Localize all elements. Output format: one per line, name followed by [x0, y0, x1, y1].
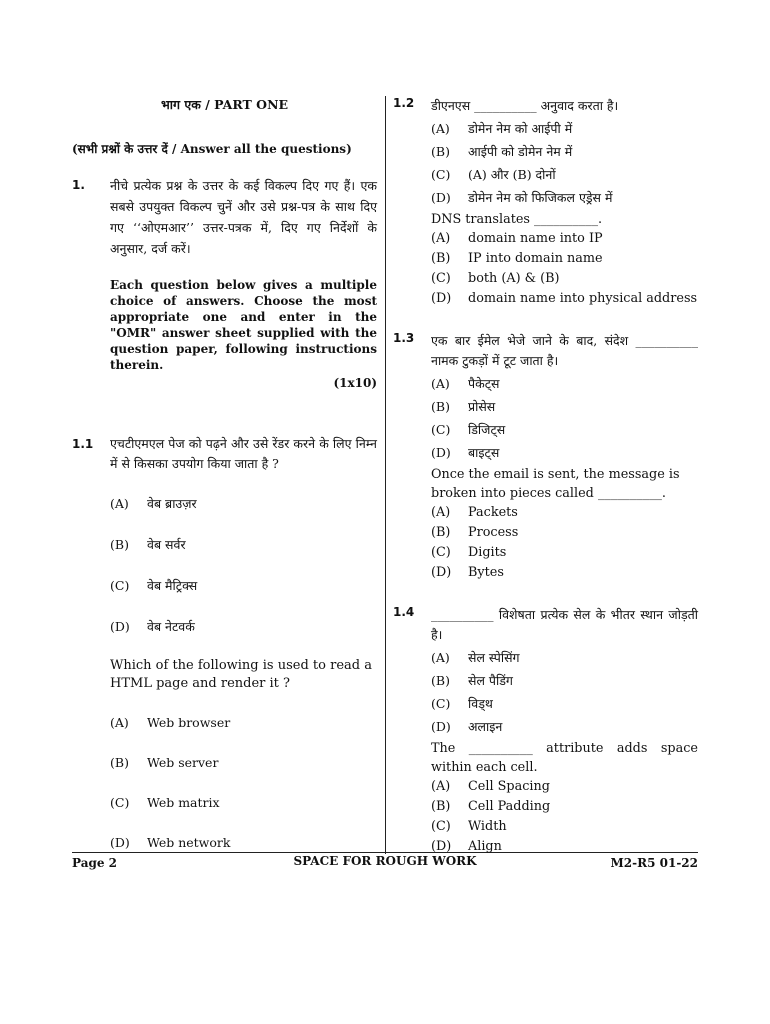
left-column [72, 96, 377, 853]
option-b-english: (B) Process [431, 525, 519, 540]
option-b-english: (B) Web server [110, 755, 219, 770]
paper-code: M2-R5 01-22 [610, 856, 698, 870]
option-a-english: (A) Packets [431, 505, 518, 520]
option-d-hindi: (D) बाइट्स [431, 445, 500, 460]
option-d-hindi: (D) अलाइन [431, 719, 503, 734]
question-1 [72, 175, 377, 394]
option-c-hindi: (C) (A) और (B) दोनों [431, 167, 556, 182]
question-1-4 [393, 605, 698, 857]
option-a-hindi: (A) डोमेन नेम को आईपी में [431, 121, 573, 136]
option-a-hindi: (A) वेब ब्राउज़र [110, 496, 197, 511]
marks-label: (1x10) [333, 376, 377, 390]
instruction-heading: (सभी प्रश्नों के उत्तर दें / Answer all the questions) [72, 142, 352, 156]
question-1-english: Each question below gives a multiple choice of answers. Choose the most appropriate one and enter in the "OMR" answer sheet supplied with the question paper, following instructions therein. [110, 278, 377, 372]
option-c-english: (C) Web matrix [110, 795, 220, 810]
question-1-hindi: नीचे प्रत्येक प्रश्न के उत्तर के कई विकल्प दिए गए हैं। एक सबसे उपयुक्त विकल्प चुनें और उसे प्रश्न-पत्र के साथ दिए गए ‘‘ओएमआर’’ उत्तर-पत्रक में, दिए गए निर्देशों के अनुसार, दर्ज करें। [110, 178, 377, 256]
question-number: 1.2 [393, 96, 415, 110]
page-number: Page 2 [72, 856, 118, 870]
option-c-hindi: (C) डिजिट्स [431, 422, 506, 437]
question-1-2-hindi: डीएनएस __________ अनुवाद करता है। [431, 98, 619, 113]
question-1-3-hindi: एक बार ईमेल भेजे जाने के बाद, संदेश __________ नामक टुकड़ों में टूट जाता है। [431, 333, 698, 368]
option-c-english: (C) Digits [431, 545, 507, 560]
question-1-4-hindi: __________ विशेषता प्रत्येक सेल के भीतर स्थान जोड़ती है। [431, 607, 698, 642]
option-c-english: (C) Width [431, 819, 507, 834]
option-b-hindi: (B) सेल पैडिंग [431, 673, 513, 688]
option-c-hindi: (C) विड्थ [431, 696, 493, 711]
question-1-3-english: Once the email is sent, the message is broken into pieces called __________. [431, 467, 680, 501]
question-number: 1.4 [393, 605, 415, 619]
option-d-english: (D) Bytes [431, 565, 504, 580]
option-d-hindi: (D) डोमेन नेम को फिजिकल एड्रेस में [431, 190, 613, 205]
option-a-hindi: (A) पैकेट्स [431, 376, 500, 391]
question-1-1-english: Which of the following is used to read a HTML page and render it ? [110, 658, 372, 691]
question-number: 1.1 [72, 437, 94, 451]
option-c-hindi: (C) वेब मैट्रिक्स [110, 578, 198, 593]
question-number: 1. [72, 178, 85, 192]
option-a-hindi: (A) सेल स्पेसिंग [431, 650, 520, 665]
question-number: 1.3 [393, 331, 415, 345]
question-1-3 [393, 331, 698, 583]
option-a-english: (A) domain name into IP [431, 231, 603, 246]
question-1-1-hindi: एचटीएमएल पेज को पढ़ने और उसे रेंडर करने के लिए निम्न में से किसका उपयोग किया जाता है ? [110, 436, 377, 471]
option-b-hindi: (B) वेब सर्वर [110, 537, 186, 552]
option-b-english: (B) IP into domain name [431, 251, 603, 266]
question-1-4-english: The __________ attribute adds space within each cell. [431, 741, 698, 775]
option-d-english: (D) Web network [110, 835, 231, 850]
question-1-2 [393, 96, 698, 309]
option-b-english: (B) Cell Padding [431, 799, 551, 814]
question-1-1 [72, 434, 377, 853]
option-b-hindi: (B) प्रोसेस [431, 399, 496, 414]
page-footer [72, 856, 698, 876]
option-a-english: (A) Web browser [110, 715, 231, 730]
part-title: भाग एक / PART ONE [160, 97, 289, 112]
column-divider [385, 96, 386, 854]
option-d-english: (D) domain name into physical address [431, 291, 698, 306]
right-column [393, 96, 698, 857]
option-c-english: (C) both (A) & (B) [431, 271, 560, 286]
option-d-english: (D) Align [431, 839, 502, 854]
option-d-hindi: (D) वेब नेटवर्क [110, 619, 195, 634]
option-b-hindi: (B) आईपी को डोमेन नेम में [431, 144, 573, 159]
question-1-2-english: DNS translates __________. [431, 212, 603, 227]
option-a-english: (A) Cell Spacing [431, 779, 550, 794]
rough-work-label: SPACE FOR ROUGH WORK [293, 854, 477, 868]
